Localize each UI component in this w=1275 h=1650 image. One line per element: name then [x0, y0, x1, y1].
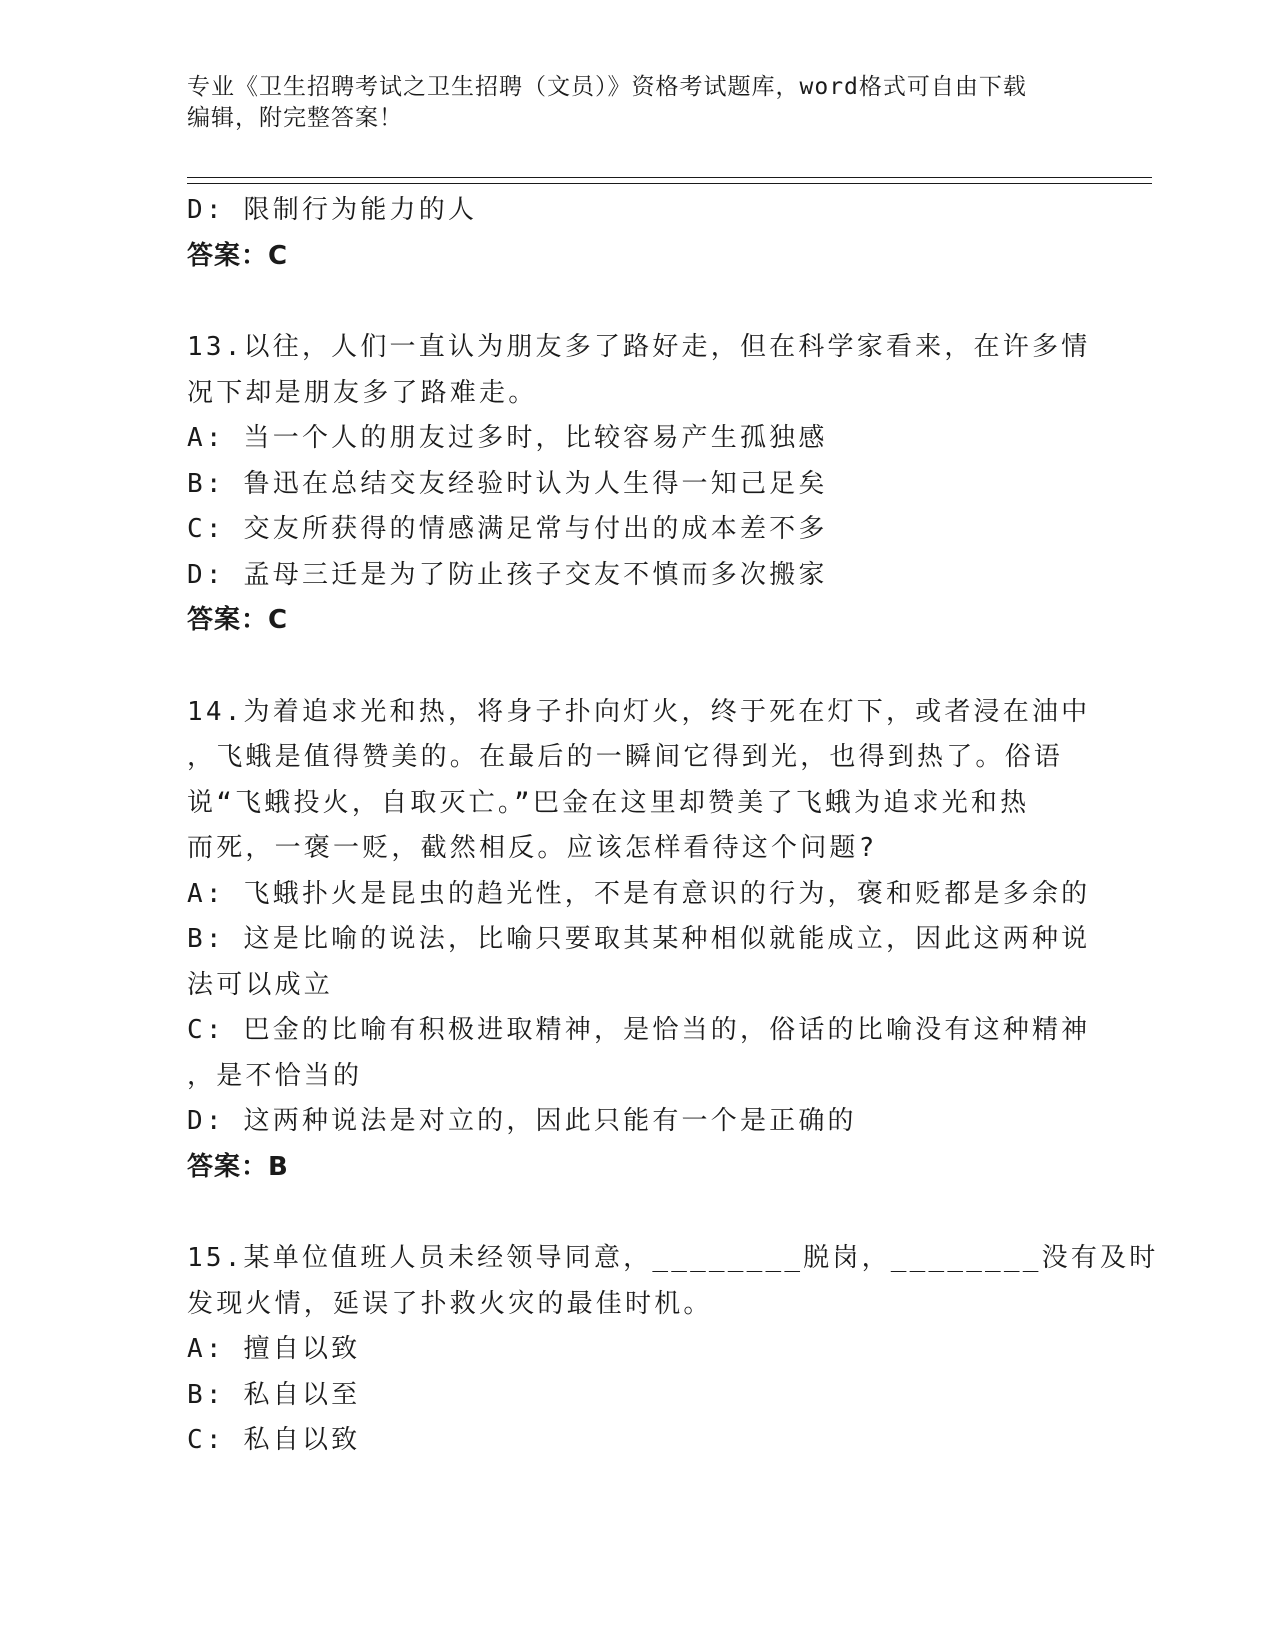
q13-stem-line-2: 况下却是朋友多了路难走。: [187, 377, 538, 408]
q13-option-b: B: 鲁迅在总结交友经验时认为人生得一知己足矣: [187, 468, 828, 499]
q14-option-b-line-2: 法可以成立: [187, 969, 334, 1000]
q14-stem-line-2: ，飞蛾是值得赞美的。在最后的一瞬间它得到光，也得到热了。俗语: [187, 742, 1064, 772]
q15-stem-line-2: 发现火情，延误了扑救火灾的最佳时机。: [187, 1288, 713, 1319]
question-14: [187, 690, 1091, 1191]
spacer: [187, 1190, 1087, 1236]
q14-option-c-line-1: C: 巴金的比喻有积极进取精神，是恰当的，俗话的比喻没有这种精神: [187, 1015, 1091, 1045]
q13-option-c: C: 交友所获得的情感满足常与付出的成本差不多: [187, 514, 828, 544]
q14-stem-line-3: 说“飞蛾投火，自取灭亡。”巴金在这里却赞美了飞蛾为追求光和热: [187, 787, 1030, 818]
q14-stem-line-4: 而死，一褒一贬，截然相反。应该怎样看待这个问题?: [187, 833, 878, 863]
q14-option-a: A: 飞蛾扑火是昆虫的趋光性，不是有意识的行为，褒和贬都是多余的: [187, 878, 1091, 909]
q14-stem-line-1: 14.为着追求光和热，将身子扑向灯火，终于死在灯下，或者浸在油中: [187, 696, 1091, 727]
header-divider-top: [187, 177, 1152, 178]
q15-option-a: A: 擅自以致: [187, 1334, 361, 1364]
page-header: [187, 72, 1067, 134]
spacer: [187, 279, 1087, 325]
question-13: [187, 325, 1091, 644]
q13-answer: 答案：C: [187, 605, 289, 635]
q13-stem-line-1: 13.以往，人们一直认为朋友多了路好走，但在科学家看来，在许多情: [187, 332, 1091, 362]
q14-option-b-line-1: B: 这是比喻的说法，比喻只要取其某种相似就能成立，因此这两种说: [187, 924, 1091, 954]
q15-option-b: B: 私自以至: [187, 1379, 361, 1410]
header-divider-bottom: [187, 183, 1152, 184]
prev-answer: 答案：C: [187, 240, 289, 271]
header-line-2: 编辑，附完整答案！: [187, 105, 403, 131]
spacer: [187, 644, 1087, 690]
q14-option-d: D: 这两种说法是对立的，因此只能有一个是正确的: [187, 1106, 857, 1136]
q13-option-a: A: 当一个人的朋友过多时，比较容易产生孤独感: [187, 423, 828, 453]
header-line-1: 专业《卫生招聘考试之卫生招聘（文员）》资格考试题库，word格式可自由下载: [187, 74, 1027, 100]
q15-option-c: C: 私自以致: [187, 1425, 361, 1455]
q14-option-c-line-2: ，是不恰当的: [187, 1060, 363, 1091]
question-content: [187, 188, 1159, 1464]
q13-option-d: D: 孟母三迁是为了防止孩子交友不慎而多次搬家: [187, 559, 828, 590]
q14-answer: 答案：B: [187, 1151, 289, 1182]
q15-stem-line-1: 15.某单位值班人员未经领导同意，________脱岗，________没有及时: [187, 1243, 1159, 1273]
prev-option-d: D: 限制行为能力的人: [187, 195, 478, 225]
question-15: [187, 1236, 1159, 1464]
